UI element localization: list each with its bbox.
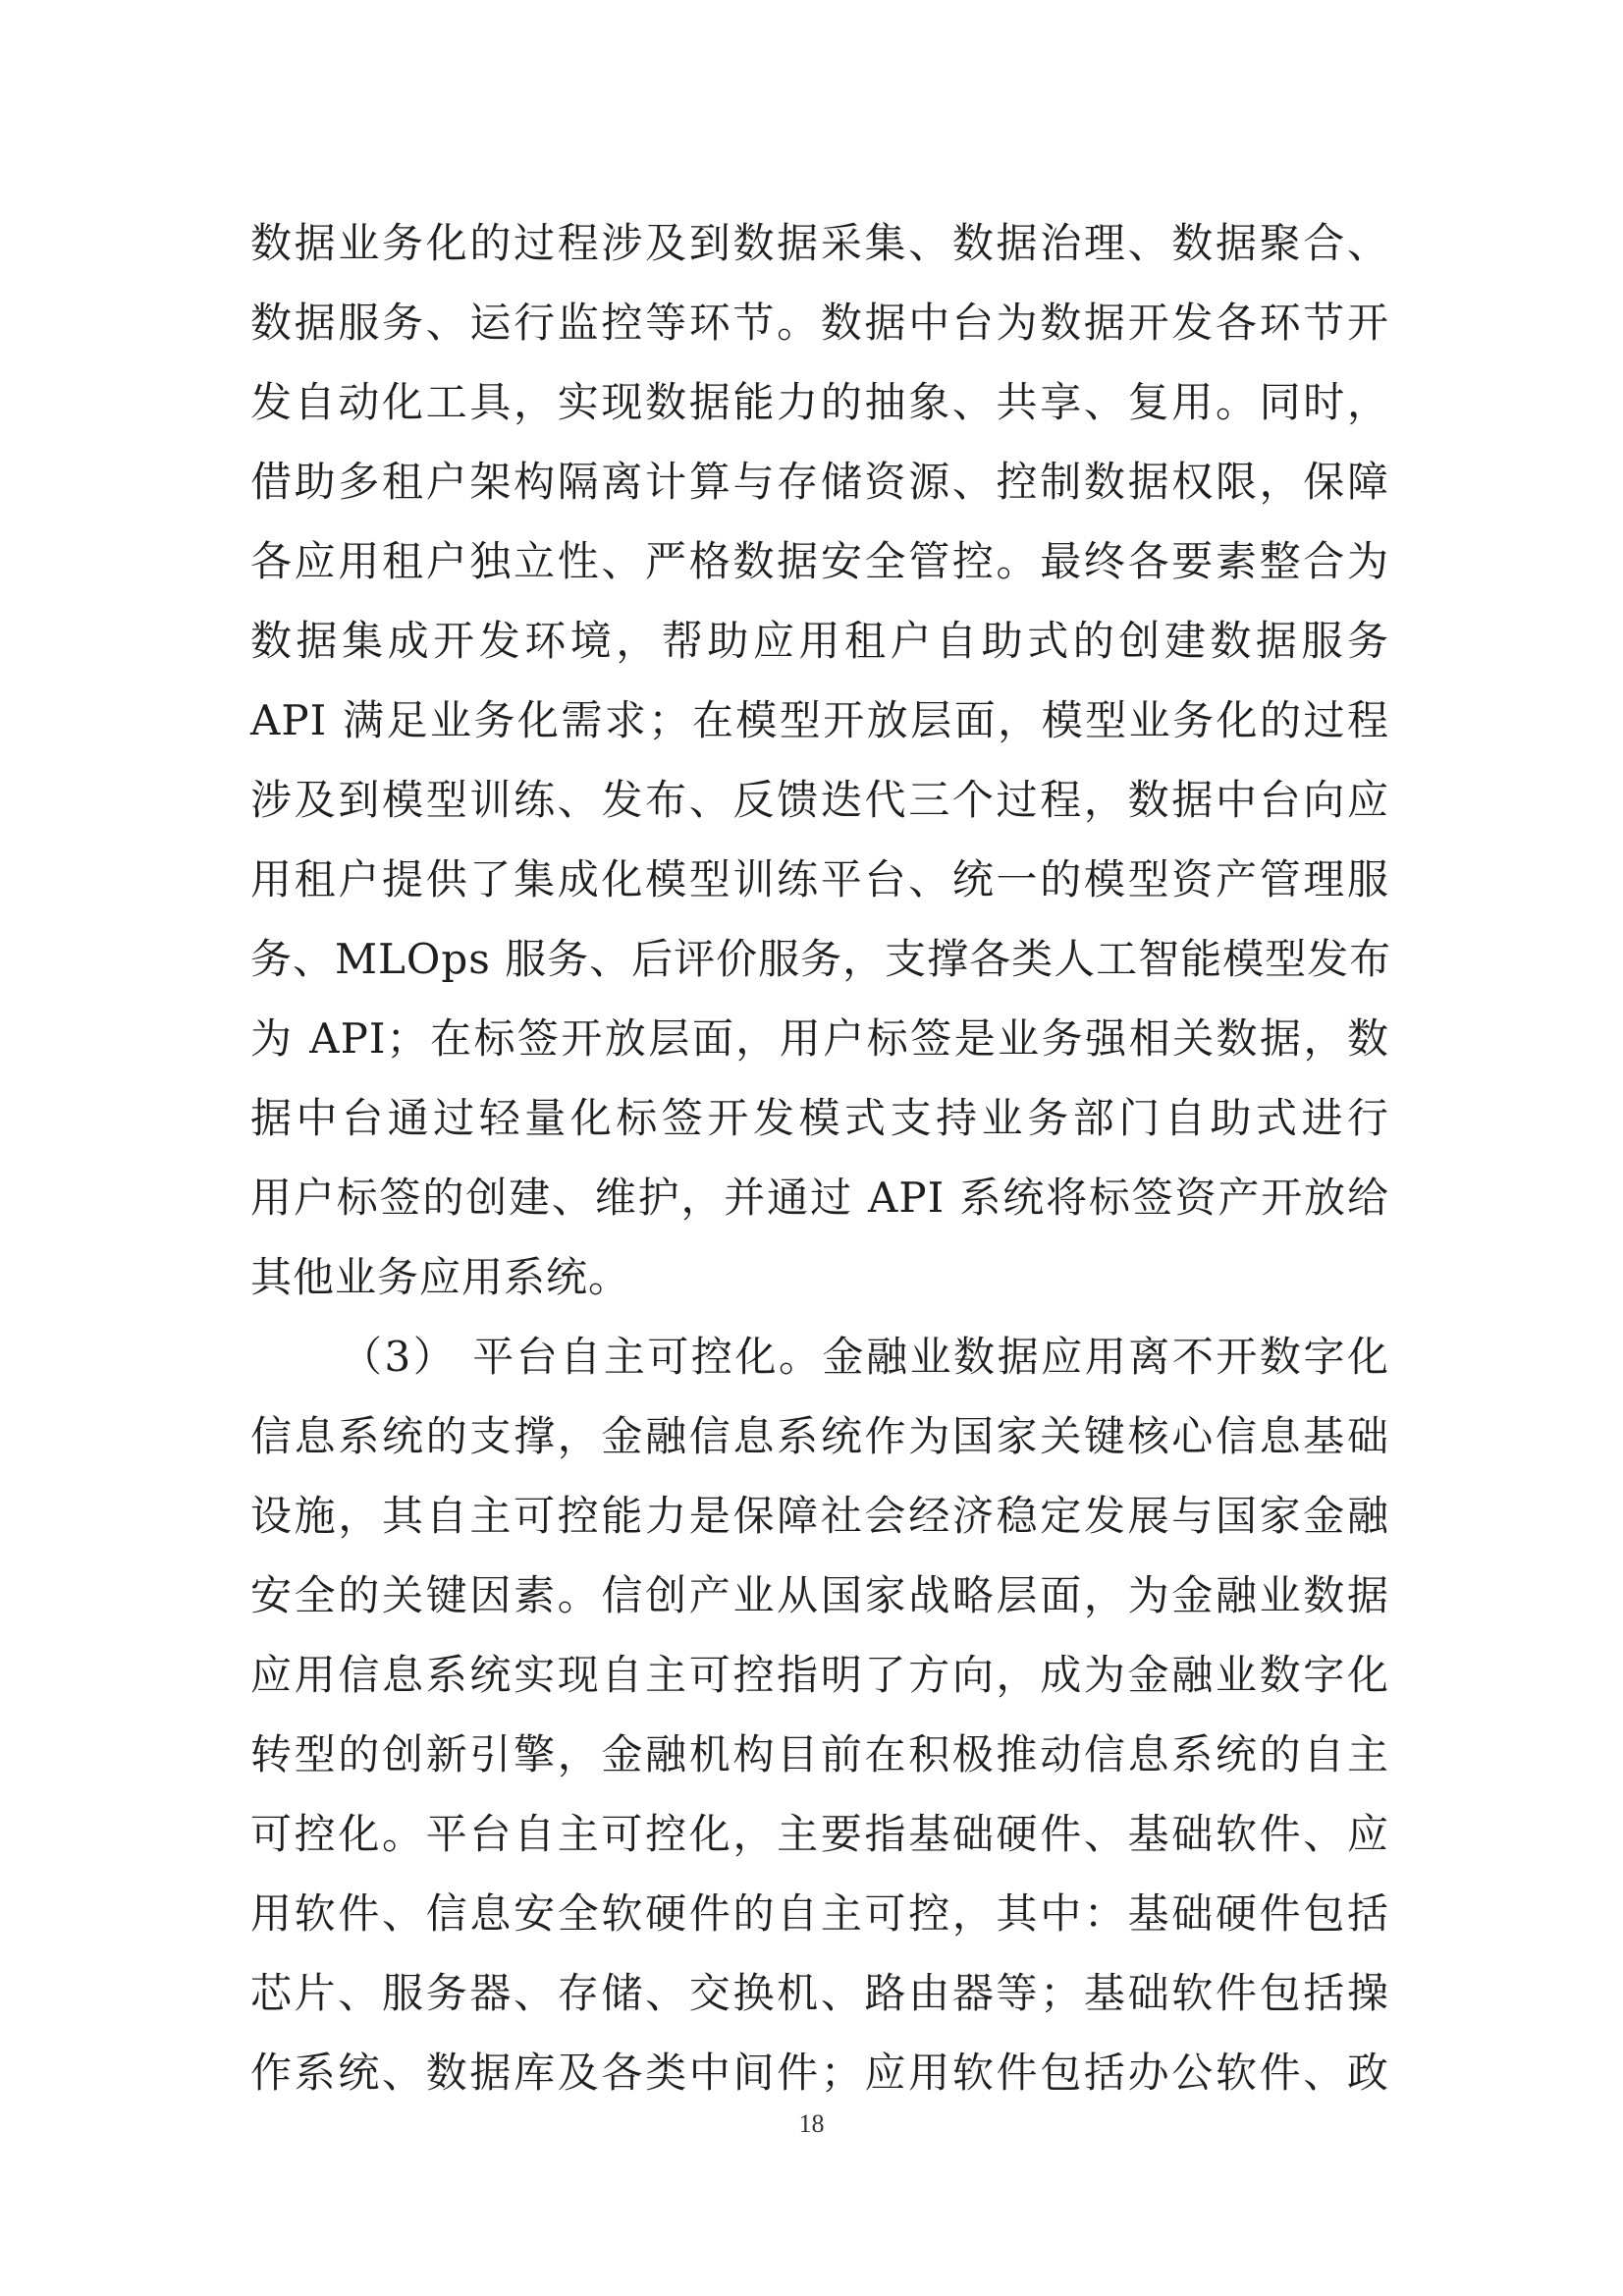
- body-text: [250, 203, 1392, 2112]
- text-line: 用户标签的创建、维护，并通过 API 系统将标签资产开放给: [250, 1174, 1389, 1222]
- text-line: 发自动化工具，实现数据能力的抽象、共享、复用。同时，: [250, 378, 1389, 426]
- text-line: 作系统、数据库及各类中间件；应用软件包括办公软件、政: [250, 2049, 1389, 2097]
- text-line: 为 API；在标签开放层面，用户标签是业务强相关数据，数: [250, 1014, 1389, 1063]
- text-line: 数据集成开发环境，帮助应用租户自助式的创建数据服务: [250, 617, 1389, 665]
- paragraph-last-line: 其他业务应用系统。: [250, 1253, 631, 1301]
- text-line: 数据服务、运行监控等环节。数据中台为数据开发各环节开: [250, 299, 1389, 347]
- text-line: 据中台通过轻量化标签开发模式支持业务部门自助式进行: [250, 1094, 1389, 1142]
- text-line: 用软件、信息安全软硬件的自主可控，其中：基础硬件包括: [250, 1889, 1389, 1938]
- text-line: 信息系统的支撑，金融信息系统作为国家关键核心信息基础: [250, 1412, 1389, 1460]
- text-line: 用租户提供了集成化模型训练平台、统一的模型资产管理服: [250, 855, 1389, 903]
- text-line: 可控化。平台自主可控化，主要指基础硬件、基础软件、应: [250, 1810, 1389, 1858]
- text-line: 设施，其自主可控能力是保障社会经济稳定发展与国家金融: [250, 1492, 1389, 1540]
- text-line: 数据业务化的过程涉及到数据采集、数据治理、数据聚合、: [250, 219, 1389, 267]
- page-number: 18: [798, 2109, 825, 2138]
- text-line: 涉及到模型训练、发布、反馈迭代三个过程，数据中台向应: [250, 776, 1389, 824]
- text-line: 各应用租户独立性、严格数据安全管控。最终各要素整合为: [250, 537, 1389, 585]
- section-heading-line: （3） 平台自主可控化。金融业数据应用离不开数字化: [341, 1333, 1389, 1381]
- text-line: 转型的创新引擎，金融机构目前在积极推动信息系统的自主: [250, 1730, 1389, 1778]
- text-line: 芯片、服务器、存储、交换机、路由器等；基础软件包括操: [250, 1969, 1389, 2017]
- text-line: 务、MLOps 服务、后评价服务，支撑各类人工智能模型发布: [250, 935, 1392, 983]
- text-line: API 满足业务化需求；在模型开放层面，模型业务化的过程: [250, 696, 1389, 744]
- text-line: 借助多租户架构隔离计算与存储资源、控制数据权限，保障: [250, 458, 1389, 506]
- text-line: 安全的关键因素。信创产业从国家战略层面，为金融业数据: [250, 1571, 1389, 1619]
- text-line: 应用信息系统实现自主可控指明了方向，成为金融业数字化: [250, 1651, 1389, 1699]
